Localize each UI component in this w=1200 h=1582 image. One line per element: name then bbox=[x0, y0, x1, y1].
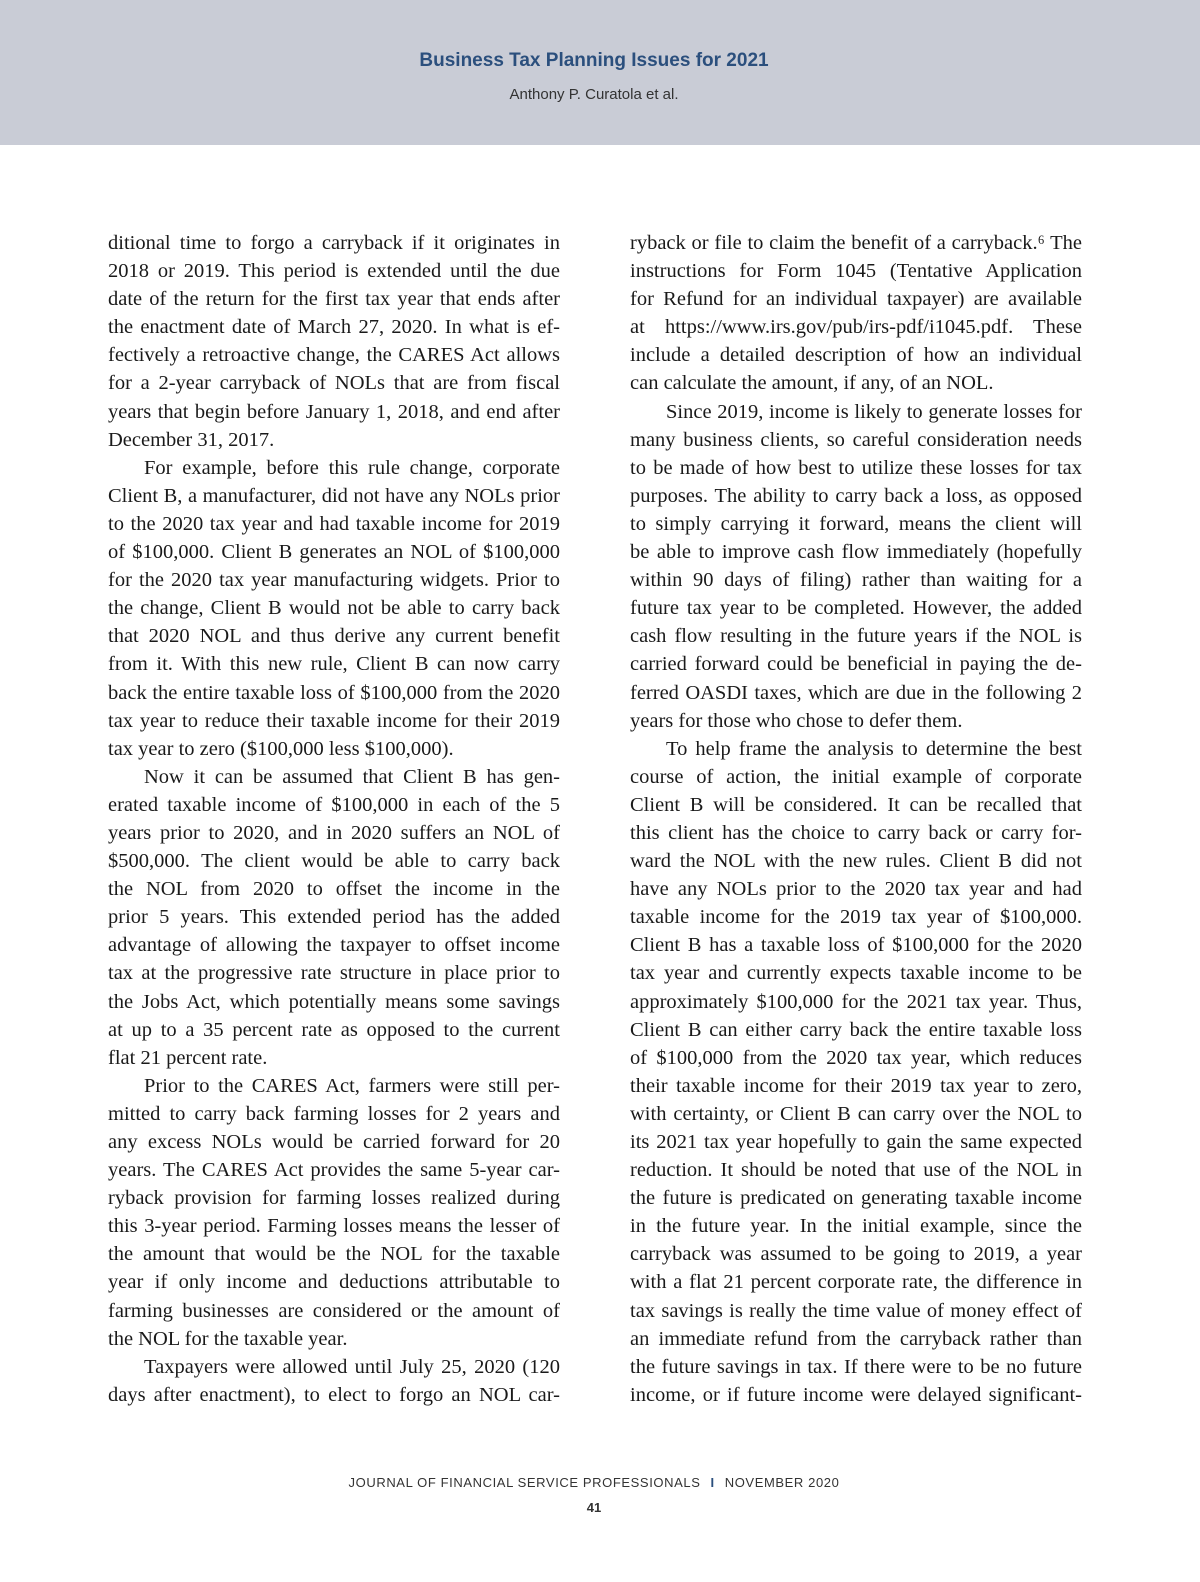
right-text-column bbox=[630, 229, 1082, 1409]
text-line: For example, before this rule change, corporate bbox=[144, 456, 560, 479]
text-line: their taxable income for their 2019 tax year to zero, bbox=[630, 1074, 1082, 1097]
text-line: to simply carrying it forward, means the client will bbox=[630, 512, 1082, 535]
text-line: be able to improve cash flow immediately (hopefully bbox=[630, 541, 1082, 564]
text-line: an immediate refund from the carryback rather than bbox=[630, 1327, 1082, 1350]
text-line: Taxpayers were allowed until July 25, 2020 (120 bbox=[144, 1355, 560, 1378]
text-line: its 2021 tax year hopefully to gain the same expected bbox=[630, 1131, 1082, 1153]
text-line: the future is predicated on generating taxable income bbox=[630, 1187, 1082, 1210]
text-line: ditional time to forgo a carryback if it originates in bbox=[108, 232, 560, 254]
text-line: this 3-year period. Farming losses means the lesser of bbox=[108, 1215, 560, 1238]
running-header-authors: Anthony P. Curatola et al. bbox=[509, 86, 679, 103]
text-line: the enactment date of March 27, 2020. In what is ef- bbox=[108, 316, 560, 339]
text-line: the NOL from 2020 to offset the income in the bbox=[108, 878, 560, 901]
text-line: ferred OASDI taxes, which are due in the following 2 bbox=[630, 681, 1082, 704]
text-line: tax year to reduce their taxable income for their 2019 bbox=[108, 709, 560, 732]
text-line: of $100,000. Client B generates an NOL of $100,000 bbox=[108, 541, 560, 564]
text-line: years prior to 2020, and in 2020 suffers an NOL of bbox=[108, 821, 560, 844]
text-line: the change, Client B would not be able to carry back bbox=[108, 597, 560, 620]
text-line: prior 5 years. This extended period has the added bbox=[108, 906, 560, 929]
text-line: at up to a 35 percent rate as opposed to the current bbox=[108, 1018, 560, 1041]
text-line: purposes. The ability to carry back a loss, as opposed bbox=[630, 484, 1082, 507]
text-line: date of the return for the first tax year that ends after bbox=[108, 288, 560, 311]
text-line: the Jobs Act, which potentially means some savings bbox=[108, 990, 560, 1013]
text-line: mitted to carry back farming losses for 2 years and bbox=[108, 1102, 560, 1125]
text-line: of $100,000 from the 2020 tax year, which reduces bbox=[630, 1046, 1082, 1069]
text-line: to the 2020 tax year and had taxable income for 2019 bbox=[108, 512, 560, 535]
text-line: to be made of how best to utilize these losses for tax bbox=[630, 456, 1082, 479]
text-line: have any NOLs prior to the 2020 tax year and had bbox=[630, 878, 1082, 901]
text-line: year if only income and deductions attributable to bbox=[108, 1271, 560, 1294]
text-line: can calculate the amount, if any, of an NOL. bbox=[630, 372, 994, 395]
text-line: in the future year. In the initial example, since the bbox=[630, 1215, 1082, 1238]
text-line: many business clients, so careful consideration needs bbox=[630, 428, 1082, 451]
text-line: To help frame the analysis to determine the best bbox=[666, 737, 1082, 760]
text-line: with certainty, or Client B can carry over the NOL to bbox=[630, 1102, 1082, 1125]
text-line: approximately $100,000 for the 2021 tax year. Thus, bbox=[630, 990, 1082, 1013]
text-line: the NOL for the taxable year. bbox=[108, 1327, 348, 1350]
text-line: Prior to the CARES Act, farmers were still per- bbox=[144, 1074, 560, 1097]
text-line: $500,000. The client would be able to carry back bbox=[108, 850, 560, 873]
text-line: that 2020 NOL and thus derive any current benefit bbox=[108, 625, 560, 648]
text-line: this client has the choice to carry back or carry for- bbox=[630, 821, 1082, 844]
left-text-column bbox=[108, 229, 560, 1409]
text-line: years. The CARES Act provides the same 5-year car- bbox=[108, 1159, 560, 1182]
text-line: back the entire taxable loss of $100,000 from the 2020 bbox=[108, 681, 560, 704]
text-line: taxable income for the 2019 tax year of $100,000. bbox=[630, 906, 1082, 929]
text-line: days after enactment), to elect to forgo an NOL car- bbox=[108, 1383, 560, 1406]
footer-separator: I bbox=[710, 1475, 715, 1490]
page-number: 41 bbox=[586, 1500, 602, 1515]
text-line: instructions for Form 1045 (Tentative Application bbox=[630, 260, 1082, 283]
text-line: flat 21 percent rate. bbox=[108, 1046, 268, 1069]
text-line: tax at the progressive rate structure in place prior to bbox=[108, 962, 560, 985]
text-line: include a detailed description of how an individual bbox=[630, 344, 1082, 367]
text-line: at https://www.irs.gov/pub/irs-pdf/i1045.pdf. These bbox=[630, 316, 1082, 339]
text-line: years that begin before January 1, 2018, and end after bbox=[108, 400, 560, 423]
text-line: ryback provision for farming losses realized during bbox=[108, 1187, 560, 1210]
text-line: for a 2-year carryback of NOLs that are from fiscal bbox=[108, 372, 560, 395]
text-line: course of action, the initial example of corporate bbox=[630, 765, 1082, 788]
text-line: tax year and currently expects taxable income to be bbox=[630, 962, 1082, 985]
text-line: Client B will be considered. It can be recalled that bbox=[630, 793, 1082, 816]
text-line: Client B can either carry back the entire taxable loss bbox=[630, 1018, 1082, 1041]
text-line: Client B has a taxable loss of $100,000 for the 2020 bbox=[630, 934, 1082, 957]
text-line: with a flat 21 percent corporate rate, the difference in bbox=[630, 1271, 1082, 1294]
text-line: within 90 days of filing) rather than waiting for a bbox=[630, 569, 1082, 592]
text-line: Now it can be assumed that Client B has gen- bbox=[144, 765, 560, 788]
text-line: fectively a retroactive change, the CARES Act allows bbox=[108, 344, 560, 367]
footer-issue-date: NOVEMBER 2020 bbox=[724, 1475, 840, 1490]
text-line: 2018 or 2019. This period is extended until the due bbox=[108, 260, 560, 283]
text-line: ward the NOL with the new rules. Client B did not bbox=[630, 850, 1082, 873]
text-line: advantage of allowing the taxpayer to offset income bbox=[108, 934, 560, 957]
running-header-title: Business Tax Planning Issues for 2021 bbox=[419, 50, 769, 71]
text-line: carried forward could be beneficial in paying the de- bbox=[630, 653, 1082, 676]
text-line: years for those who chose to defer them. bbox=[630, 709, 963, 732]
text-line: for Refund for an individual taxpayer) are available bbox=[630, 288, 1082, 311]
text-line: from it. With this new rule, Client B can now carry bbox=[108, 653, 560, 676]
text-line: the future savings in tax. If there were to be no future bbox=[630, 1355, 1082, 1378]
text-line: Client B, a manufacturer, did not have any NOLs prior bbox=[108, 484, 560, 507]
text-line: any excess NOLs would be carried forward for 20 bbox=[108, 1131, 560, 1153]
footer-journal-name: JOURNAL OF FINANCIAL SERVICE PROFESSIONALS bbox=[348, 1475, 701, 1490]
text-line: erated taxable income of $100,000 in each of the 5 bbox=[108, 793, 560, 816]
text-line: income, or if future income were delayed significant- bbox=[630, 1383, 1082, 1406]
text-line: for the 2020 tax year manufacturing widgets. Prior to bbox=[108, 569, 560, 592]
text-line: the amount that would be the NOL for the taxable bbox=[108, 1243, 560, 1266]
text-line: Since 2019, income is likely to generate losses for bbox=[666, 400, 1082, 423]
text-line: farming businesses are considered or the amount of bbox=[108, 1299, 560, 1322]
text-line: future tax year to be completed. However, the added bbox=[630, 597, 1082, 620]
running-header bbox=[0, 0, 1200, 145]
text-line: cash flow resulting in the future years if the NOL is bbox=[630, 625, 1082, 648]
text-line: December 31, 2017. bbox=[108, 428, 275, 451]
text-line: tax savings is really the time value of money effect of bbox=[630, 1299, 1082, 1322]
text-line: tax year to zero ($100,000 less $100,000). bbox=[108, 737, 454, 760]
text-line: ryback or file to claim the benefit of a carryback.⁶ The bbox=[630, 232, 1082, 254]
text-line: reduction. It should be noted that use of the NOL in bbox=[630, 1159, 1082, 1182]
text-line: carryback was assumed to be going to 2019, a year bbox=[630, 1243, 1082, 1266]
running-footer bbox=[0, 1475, 1188, 1490]
